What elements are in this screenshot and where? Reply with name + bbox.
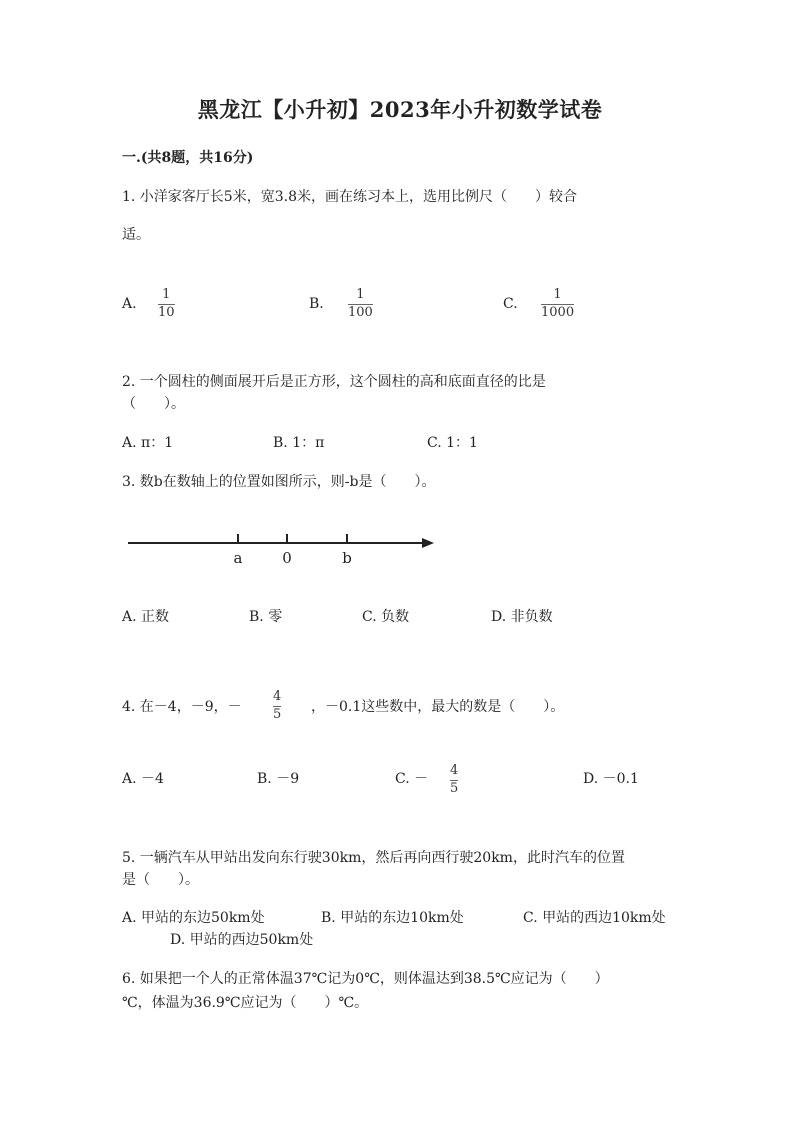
question-2-option-a: A. π：1	[122, 435, 174, 451]
question-2-line-2: （ ）。	[122, 396, 185, 412]
question-1-option-a-label: A.	[122, 296, 137, 312]
fraction-numerator: 1	[356, 287, 365, 302]
question-5-option-a: A. 甲站的东边50km处	[122, 910, 265, 926]
question-4-fraction	[273, 690, 281, 721]
fraction-denominator: 1000	[541, 304, 575, 320]
question-4-prefix: 4. 在－4，－9，－	[122, 699, 242, 715]
question-3-option-d: D. 非负数	[491, 609, 553, 625]
question-6-line-2: ℃，体温为36.9℃应记为（ ）℃。	[122, 995, 369, 1011]
question-5-line-1: 5. 一辆汽车从甲站出发向东行驶30km，然后再向西行驶20km，此时汽车的位置	[122, 850, 625, 866]
question-3-option-b: B. 零	[249, 609, 283, 625]
question-1-option-c-fraction	[541, 288, 574, 319]
fraction-denominator: 5	[450, 780, 459, 796]
question-5-option-c: C. 甲站的西边10km处	[523, 910, 666, 926]
tick-label-zero: 0	[282, 549, 292, 567]
question-1-option-a-fraction	[158, 288, 175, 319]
question-1-option-c-label: C.	[503, 296, 518, 312]
question-4-option-c: C. －	[395, 771, 429, 787]
question-2-option-b: B. 1：π	[273, 435, 325, 451]
number-line-diagram	[120, 525, 450, 570]
section-header: 一.(共8题，共16分)	[122, 150, 254, 166]
tick-label-a: a	[233, 549, 243, 567]
question-4-option-c-fraction	[450, 764, 458, 795]
page-title: 黑龙江【小升初】2023年小升初数学试卷	[197, 97, 603, 122]
question-4-option-b: B. －9	[257, 771, 300, 787]
question-1-line-1: 1. 小洋家客厅长5米，宽3.8米，画在练习本上，选用比例尺（ ）较合	[122, 189, 577, 205]
question-3-option-c: C. 负数	[362, 609, 410, 625]
question-2-line-1: 2. 一个圆柱的侧面展开后是正方形，这个圆柱的高和底面直径的比是	[122, 374, 546, 390]
question-6-line-1: 6. 如果把一个人的正常体温37℃记为0℃，则体温达到38.5℃应记为（ ）	[122, 971, 609, 987]
fraction-denominator: 100	[348, 304, 373, 320]
question-4-option-d: D. －0.1	[583, 771, 639, 787]
question-5-line-2: 是（ ）。	[122, 872, 199, 888]
fraction-numerator: 4	[450, 763, 459, 778]
fraction-numerator: 1	[553, 287, 562, 302]
question-5-option-b: B. 甲站的东边10km处	[321, 910, 464, 926]
fraction-denominator: 5	[273, 706, 282, 722]
question-3-line-1: 3. 数b在数轴上的位置如图所示，则-b是（ ）。	[122, 474, 436, 490]
fraction-denominator: 10	[158, 304, 175, 320]
question-1-option-b-label: B.	[309, 296, 324, 312]
number-line-arrow	[422, 538, 434, 548]
tick-label-b: b	[342, 549, 352, 567]
question-1-option-b-fraction	[348, 288, 373, 319]
question-2-option-c: C. 1：1	[427, 435, 478, 451]
question-3-option-a: A. 正数	[122, 609, 170, 625]
question-4-option-a: A. －4	[122, 771, 164, 787]
question-1-line-2: 适。	[122, 227, 150, 243]
fraction-numerator: 1	[162, 287, 171, 302]
fraction-numerator: 4	[273, 689, 282, 704]
question-4-suffix: ，－0.1这些数中，最大的数是（ ）。	[311, 699, 565, 715]
question-5-option-d: D. 甲站的西边50km处	[170, 932, 314, 948]
